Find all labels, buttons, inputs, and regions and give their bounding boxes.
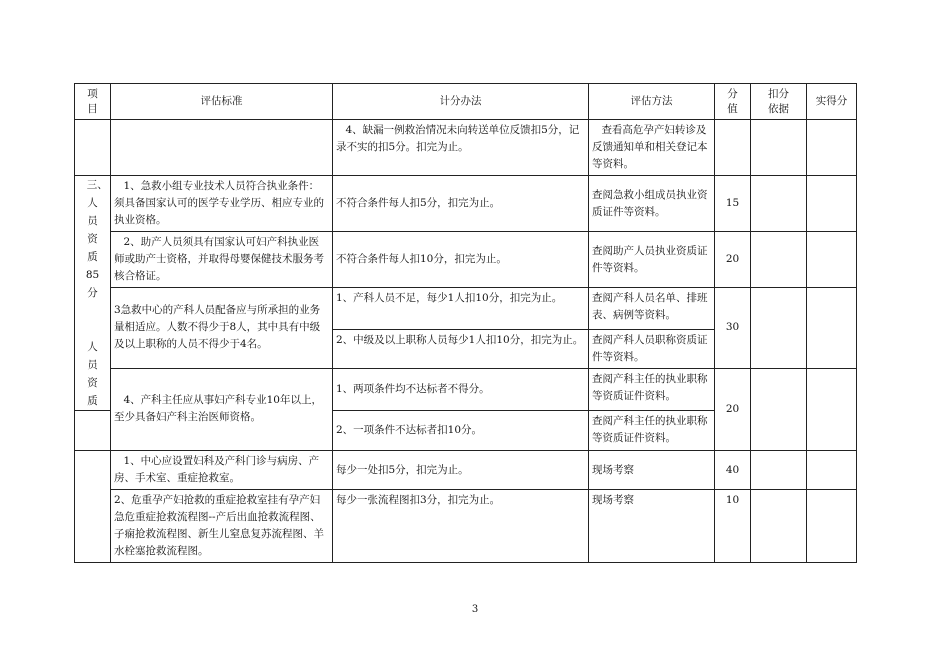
header-row (75, 84, 857, 120)
header-standard: 评估标准 (111, 84, 333, 120)
method-cell: 查阅产科人员名单、排班表、病例等资料。 (589, 288, 715, 330)
actual-cell (807, 490, 857, 563)
points-cell: 15 (715, 176, 751, 232)
item-cell (75, 120, 111, 176)
header-points: 分值 (715, 84, 751, 120)
header-scoring: 计分办法 (333, 84, 589, 120)
scoring-cell: 1、两项条件均不达标者不得分。 (333, 368, 589, 411)
actual-cell (807, 232, 857, 288)
standard-cell: 1、中心应设置妇科及产科门诊与病房、产房、手术室、重症抢救室。 (111, 451, 333, 490)
standard-cell (111, 120, 333, 176)
deduction-cell (751, 120, 807, 176)
method-cell: 查阅产科主任的执业职称等资质证件资料。 (589, 411, 715, 451)
method-cell: 现场考察 (589, 490, 715, 563)
deduction-cell (751, 451, 807, 490)
scoring-cell: 4、缺漏一例救治情况未向转送单位反馈扣5分，记录不实的扣5分。扣完为止。 (333, 120, 589, 176)
table-row (75, 232, 857, 288)
actual-cell (807, 368, 857, 451)
deduction-cell (751, 490, 807, 563)
actual-cell (807, 288, 857, 369)
scoring-cell: 不符合条件每人扣5分，扣完为止。 (333, 176, 589, 232)
method-cell: 查阅产科主任的执业职称等资质证件资料。 (589, 368, 715, 411)
deduction-cell (751, 368, 807, 451)
points-cell: 20 (715, 368, 751, 451)
method-cell: 现场考察 (589, 451, 715, 490)
item-cell (75, 411, 111, 451)
points-cell (715, 120, 751, 176)
item-cell (75, 451, 111, 563)
table-row (75, 368, 857, 411)
standard-cell: 2、危重孕产妇抢救的重症抢救室挂有孕产妇急危重症抢救流程图--产后出血抢救流程图、子痫抢救流程图、新生儿窒息复苏流程图、羊水栓塞抢救流程图。 (111, 490, 333, 563)
points-cell: 30 (715, 288, 751, 369)
method-cell: 查阅产科人员职称资质证件等资料。 (589, 329, 715, 368)
header-method: 评估方法 (589, 84, 715, 120)
deduction-cell (751, 176, 807, 232)
standard-cell: 4、产科主任应从事妇产科专业10年以上，至少具备妇产科主治医师资格。 (111, 368, 333, 451)
table-row (75, 490, 857, 563)
page-number: 3 (471, 604, 479, 615)
method-cell: 查看高危孕产妇转诊及反馈通知单和相关登记本等资料。 (589, 120, 715, 176)
header-actual: 实得分 (807, 84, 857, 120)
method-cell: 查阅助产人员执业资质证件等资料。 (589, 232, 715, 288)
scoring-cell: 1、产科人员不足，每少1人扣10分，扣完为止。 (333, 288, 589, 330)
standard-cell: 2、助产人员须具有国家认可妇产科执业医师或助产士资格，并取得母婴保健技术服务考核合格证。 (111, 232, 333, 288)
scoring-cell: 2、中级及以上职称人员每少1人扣10分，扣完为止。 (333, 329, 589, 368)
table-row (75, 288, 857, 330)
section-points: 85分 (85, 269, 100, 299)
actual-cell (807, 120, 857, 176)
section-label-cell (75, 176, 111, 411)
standard-cell: 1、急救小组专业技术人员符合执业条件：须具备国家认可的医学专业学历、相应专业的执业资格。 (111, 176, 333, 232)
table-row (75, 451, 857, 490)
points-cell: 40 (715, 451, 751, 490)
scoring-cell: 不符合条件每人扣10分，扣完为止。 (333, 232, 589, 288)
points-cell: 10 (715, 490, 751, 563)
header-item: 项目 (75, 84, 111, 120)
table-row (75, 120, 857, 176)
table-row (75, 176, 857, 232)
deduction-cell (751, 288, 807, 369)
scoring-cell: 2、一项条件不达标者扣10分。 (333, 411, 589, 451)
method-cell: 查阅急救小组成员执业资质证件等资料。 (589, 176, 715, 232)
points-cell: 20 (715, 232, 751, 288)
deduction-cell (751, 232, 807, 288)
evaluation-table (74, 83, 857, 563)
scoring-cell: 每少一处扣5分，扣完为止。 (333, 451, 589, 490)
section-subtitle: 人员资质 (87, 341, 98, 407)
header-deduction-basis: 扣分依据 (751, 84, 807, 120)
actual-cell (807, 451, 857, 490)
scoring-cell: 每少一张流程图扣3分，扣完为止。 (333, 490, 589, 563)
actual-cell (807, 176, 857, 232)
section-title: 三、人员资质 (86, 179, 108, 263)
standard-cell: 3急救中心的产科人员配备应与所承担的业务量相适应。人数不得少于8人，其中具有中级及以上职称的人员不得少于4名。 (111, 288, 333, 369)
